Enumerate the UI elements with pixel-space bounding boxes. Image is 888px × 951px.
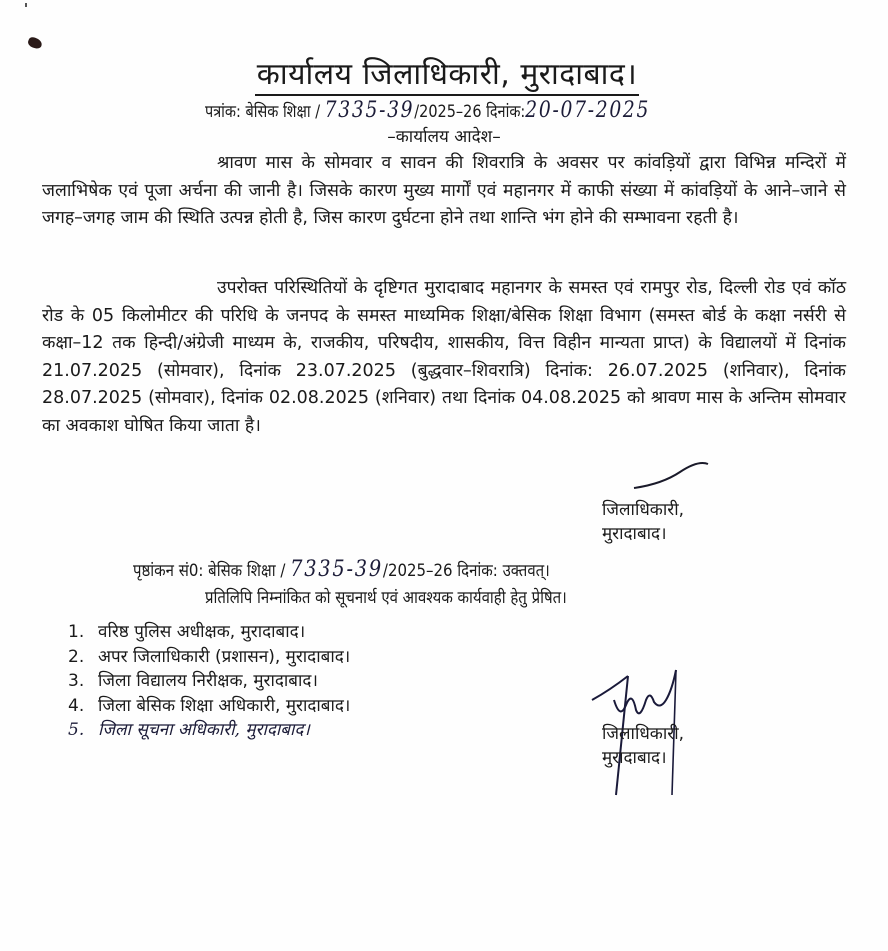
signature-stroke-icon xyxy=(632,462,712,492)
endorsement-date: दिनांक: उक्तवत्। xyxy=(457,561,550,581)
recipient-item: 1. वरिष्ठ पुलिस अधीक्षक, मुरादाबाद। xyxy=(68,622,306,642)
endorsement-number-handwritten: 7335-39 xyxy=(290,557,383,582)
office-title-text: कार्यालय जिलाधिकारी, मुरादाबाद। xyxy=(255,56,639,96)
endorsement-year: /2025–26 xyxy=(382,561,453,581)
date-handwritten: 20-07-2025 xyxy=(525,98,651,123)
reference-line xyxy=(205,98,650,125)
recipient-item: 3. जिला विद्यालय निरीक्षक, मुरादाबाद। xyxy=(68,671,318,691)
ref-year: /2025–26 xyxy=(414,102,482,122)
signature-block-1 xyxy=(602,498,684,546)
copy-to-line: प्रतिलिपि निम्नांकित को सूचनार्थ एवं आवश्यक कार्यवाही हेतु प्रेषित। xyxy=(205,588,567,608)
recipient-item: 2. अपर जिलाधिकारी (प्रशासन), मुरादाबाद। xyxy=(68,646,351,667)
ref-number-handwritten: 7335-39 xyxy=(324,98,415,123)
signature-block-2 xyxy=(602,722,684,770)
signatory-place: मुरादाबाद। xyxy=(602,524,667,544)
paragraph-2-text: उपरोक्त परिस्थितियों के दृष्टिगत मुरादाबाद महानगर के समस्त एवं रामपुर रोड, दिल्ली रोड एवं कॉठ रोड के 05 किलोमीटर की परिधि के जनपद के समस्त माध्यमिक शिक्षा/बेसिक शिक्षा विभाग (समस्त बोर्ड के कक्षा नर्सरी से कक्षा–12 तक हिन्दी/अंग्रेजी माध्यम के, राजकीय, परिषदीय, शासकीय, वित्त विहीन मान्यता प्राप्त) के विद्यालयों में दिनांक 21.07.2025 (सोमवार), दिनांक 23.07.2025 (बुद्धवार–शिवरात्रि) दिनांक: 26.07.2025 (शनिवार), दिनांक 28.07.2025 (सोमवार), दिनांक 02.08.2025 (शनिवार) तथा दिनांक 04.08.2025 को श्रावण मास के अन्तिम सोमवार का अवकाश घोषित किया जाता है। xyxy=(42,278,846,436)
signatory-designation: जिलाधिकारी, xyxy=(602,724,685,744)
signatory-designation: जिलाधिकारी, xyxy=(602,500,685,520)
recipient-item-handwritten: 5. जिला सूचना अधिकारी, मुरादाबाद। xyxy=(68,720,310,740)
recipient-list xyxy=(68,620,350,743)
endorsement-label: पृष्ठांकन सं0: बेसिक शिक्षा / xyxy=(133,561,286,581)
scan-speck xyxy=(25,3,27,7)
ink-blot xyxy=(27,36,44,50)
paragraph-2 xyxy=(42,275,846,440)
paragraph-1-text: श्रावण मास के सोमवार व सावन की शिवरात्रि के अवसर पर कांवड़ियों द्वारा विभिन्न मन्दिरों में जलाभिषेक एवं पूजा अर्चना की जानी है। जिसके कारण मुख्य मार्गों एवं महानगर में काफी संख्या में कांवड़ियों के आने–जाने से जगह–जगह जाम की स्थिति उत्पन्न होती है, जिस कारण दुर्घटना होने तथा शान्ति भंग होने की सम्भावना रहती है। xyxy=(42,153,846,228)
ref-label: पत्रांक: बेसिक शिक्षा / xyxy=(205,102,321,122)
order-subtitle: –कार्यालय आदेश– xyxy=(387,127,501,147)
endorsement-line xyxy=(133,557,550,584)
recipient-item: 4. जिला बेसिक शिक्षा अधिकारी, मुरादाबाद। xyxy=(68,695,351,716)
signatory-place: मुरादाबाद। xyxy=(602,748,667,768)
date-label: दिनांक: xyxy=(486,102,526,122)
paragraph-1 xyxy=(42,150,846,233)
office-title xyxy=(0,56,888,96)
